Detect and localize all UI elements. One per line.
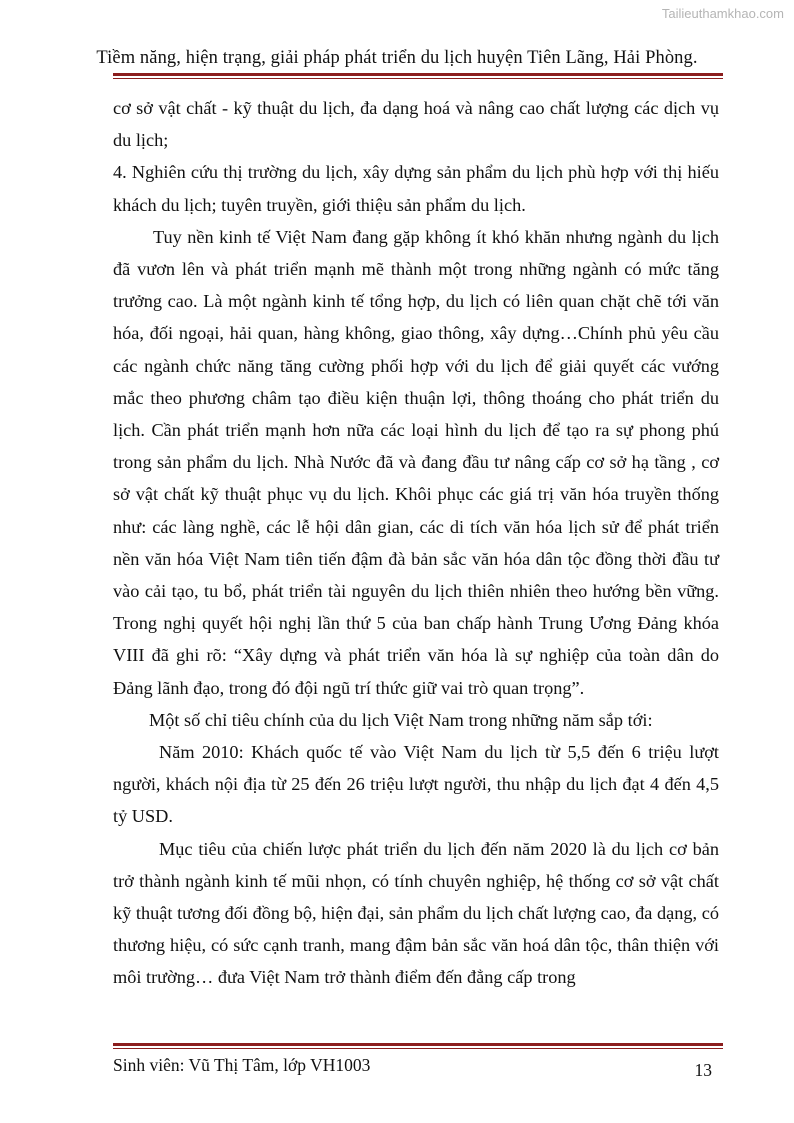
paragraph-2020-strategy: Mục tiêu của chiến lược phát triển du lịch đến năm 2020 là du lịch cơ bản trở thành ngành kinh tế mũi nhọn, có tính chuyên nghiệp, hệ thống cơ sở vật chất kỹ thuật tương đối đồng bộ, hiện đại, sản phẩm du lịch chất lượng cao, đa dạng, có thương hiệu, có sức cạnh tranh, mang đậm bản sắc văn hoá dân tộc, thân thiện với môi trường… đưa Việt Nam trở thành điểm đến đẳng cấp trong <box>113 838 719 988</box>
footer-divider <box>113 1043 723 1049</box>
page-number: 13 <box>694 1060 712 1080</box>
paragraph-targets-intro: Một số chỉ tiêu chính của du lịch Việt Nam trong những năm sắp tới: <box>149 709 653 730</box>
paragraph-economy: Tuy nền kinh tế Việt Nam đang gặp không ít khó khăn nhưng ngành du lịch đã vươn lên và phát triển mạnh mẽ thành một trong những ngành có mức tăng trưởng cao. Là một ngành kinh tế tổng hợp, du lịch có liên quan chặt chẽ tới văn hóa, đối ngoại, hải quan, hàng không, giao thông, xây dựng…Chính phủ yêu cầu các ngành chức năng tăng cường phối hợp với du lịch để giải quyết các vướng mắc theo phương châm tạo điều kiện thuận lợi, thông thoáng cho phát triển du lịch. Cần phát triển mạnh hơn nữa các loại hình du lịch để tạo ra sự phong phú trong sản phẩm du lịch. Nhà Nước đã và đang đầu tư nâng cấp cơ sở hạ tầng , cơ sở vật chất kỹ thuật phục vụ du lịch. Khôi phục các giá trị văn hóa truyền thống như: các làng nghề, các lễ hội dân gian, các di tích văn hóa lịch sử để phát triển nền văn hóa Việt Nam tiên tiến đậm đà bản sắc văn hóa dân tộc đồng thời đầu tư vào cải tạo, tu bổ, phát triển tài nguyên du lịch thiên nhiên theo hướng bền vững. Trong nghị quyết hội nghị lần thứ 5 của ban chấp hành Trung Ương Đảng khóa VIII đã ghi rõ: “Xây dựng và phát triển văn hóa là sự nghiệp của toàn dân do Đảng lãnh đạo, trong đó đội ngũ trí thức giữ vai trò quan trọng”. <box>113 226 719 698</box>
paragraph-2010-targets: Năm 2010: Khách quốc tế vào Việt Nam du lịch từ 5,5 đến 6 triệu lượt người, khách nội địa từ 25 đến 26 triệu lượt người, thu nhập du lịch đạt 4 đến 4,5 tỷ USD. <box>113 742 719 827</box>
watermark: Tailieuthamkhao.com <box>661 6 784 21</box>
paragraph-continuation: cơ sở vật chất - kỹ thuật du lịch, đa dạng hoá và nâng cao chất lượng các dịch vụ du lịch; <box>113 98 719 151</box>
paragraph-item-4: 4. Nghiên cứu thị trường du lịch, xây dựng sản phẩm du lịch phù hợp với thị hiếu khách du lịch; tuyên truyền, giới thiệu sản phẩm du lịch. <box>113 162 719 215</box>
page-header-title: Tiềm năng, hiện trạng, giải pháp phát triển du lịch huyện Tiên Lãng, Hải Phòng. <box>96 48 698 68</box>
footer-student: Sinh viên: Vũ Thị Tâm, lớp VH1003 <box>113 1055 371 1075</box>
header-divider <box>113 73 723 79</box>
document-body <box>113 92 719 994</box>
